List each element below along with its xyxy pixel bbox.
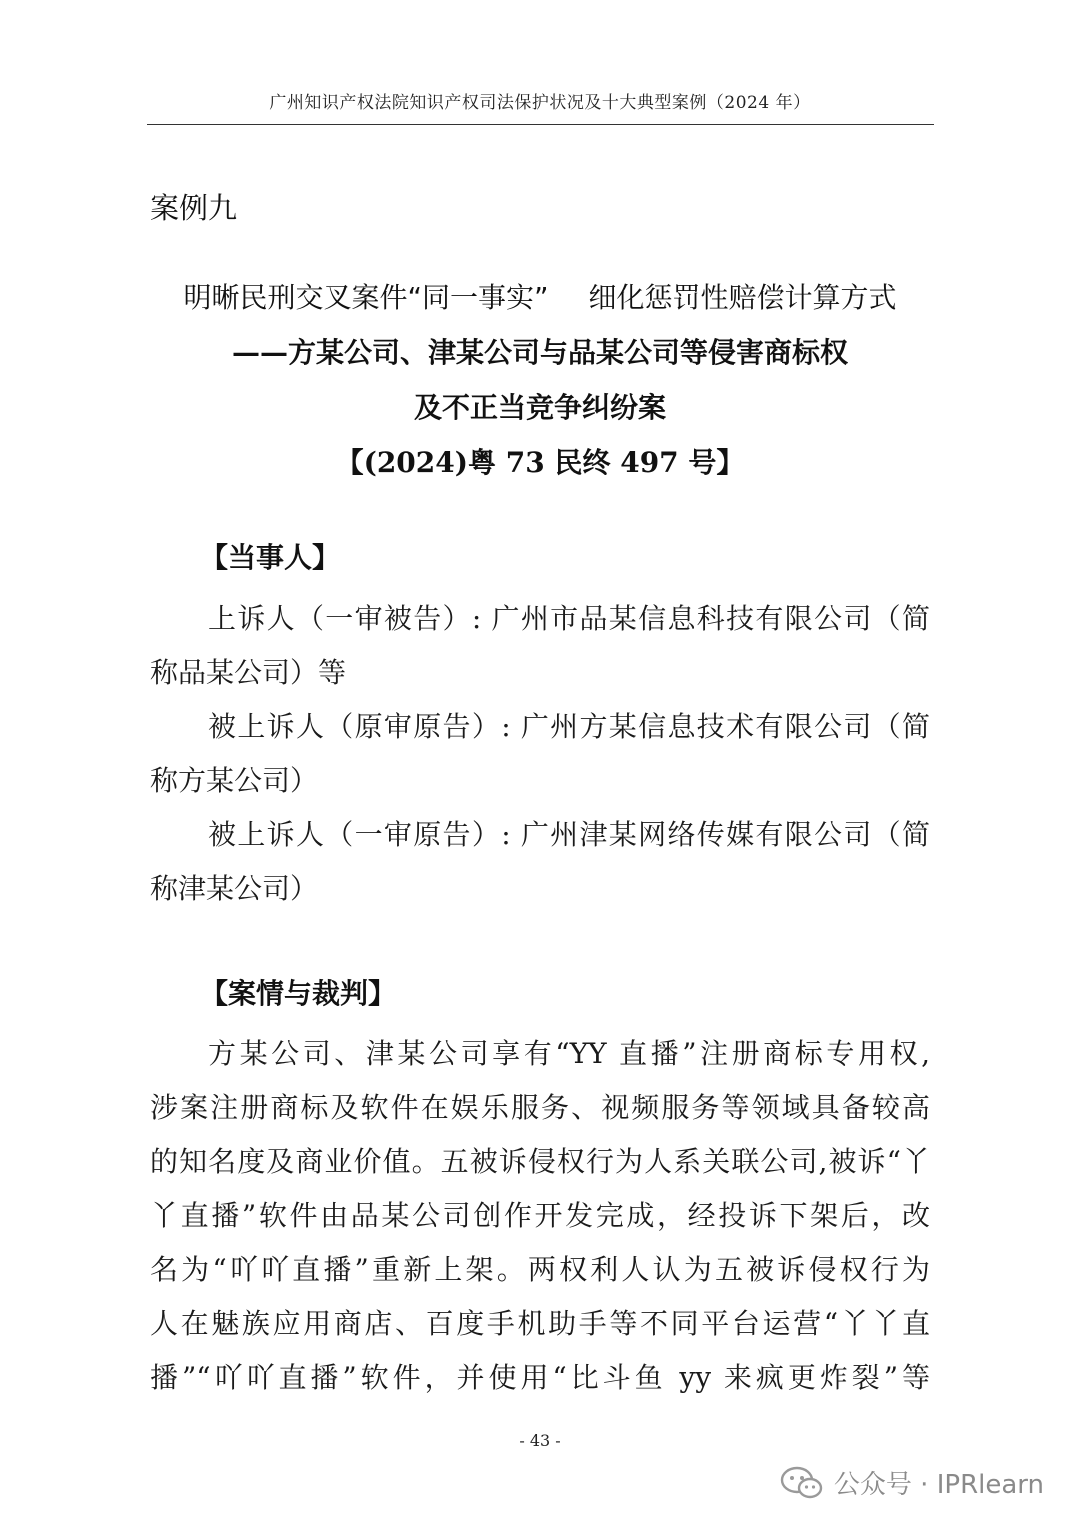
case-title (120, 270, 960, 325)
facts-line: 方某公司、津某公司享有“YY 直播”注册商标专用权, (208, 1037, 930, 1070)
case-subtitle-line1: ——方某公司、津某公司与品某公司等侵害商标权 (231, 336, 848, 369)
page-number: - 43 - (519, 1431, 561, 1450)
facts-line: 名为“吖吖直播”重新上架。两权利人认为五被诉侵权行为 (150, 1253, 930, 1286)
parties-heading: 【当事人】 (200, 541, 341, 574)
facts-paragraph (150, 1027, 930, 1405)
wechat-icon (780, 1465, 824, 1501)
case-title-block (120, 270, 960, 490)
case-number: 案例九 (150, 191, 238, 225)
watermark (780, 1464, 1044, 1501)
party-line: 称品某公司）等 (150, 656, 347, 689)
party-line: 被上诉人（原审原告）: 广州方某信息技术有限公司（简 (208, 710, 930, 743)
parties-paragraph (150, 592, 930, 916)
party-line: 上诉人（一审被告）: 广州市品某信息科技有限公司（简 (208, 602, 930, 635)
party-line: 被上诉人（一审原告）: 广州津某网络传媒有限公司（简 (208, 818, 930, 851)
header-rule (147, 124, 934, 125)
party-line: 称津某公司） (150, 872, 319, 905)
running-header: 广州知识产权法院知识产权司法保护状况及十大典型案例（2024 年） (269, 93, 811, 113)
facts-line: 丫直播”软件由品某公司创作开发完成，经投诉下架后，改 (150, 1199, 930, 1232)
facts-line: 的知名度及商业价值。五被诉侵权行为人系关联公司,被诉“丫 (150, 1145, 930, 1178)
facts-heading: 【案情与裁判】 (200, 977, 397, 1010)
facts-line: 播”“吖吖直播”软件，并使用“比斗鱼 yy 来疯更炸裂”等 (150, 1361, 930, 1394)
party-line: 称方某公司） (150, 764, 319, 797)
facts-line: 涉案注册商标及软件在娱乐服务、视频服务等领域具备较高 (150, 1091, 930, 1124)
case-title-part2: 细化惩罚性赔偿计算方式 (588, 281, 897, 314)
case-title-part1: 明晰民刑交叉案件“同一事实” (183, 281, 549, 314)
watermark-text: 公众号 · IPRlearn (833, 1470, 1044, 1500)
case-docket: 【(2024)粤 73 民终 497 号】 (335, 446, 745, 479)
facts-line: 人在魅族应用商店、百度手机助手等不同平台运营“丫丫直 (150, 1307, 930, 1340)
case-subtitle-line2: 及不正当竞争纠纷案 (413, 391, 666, 424)
